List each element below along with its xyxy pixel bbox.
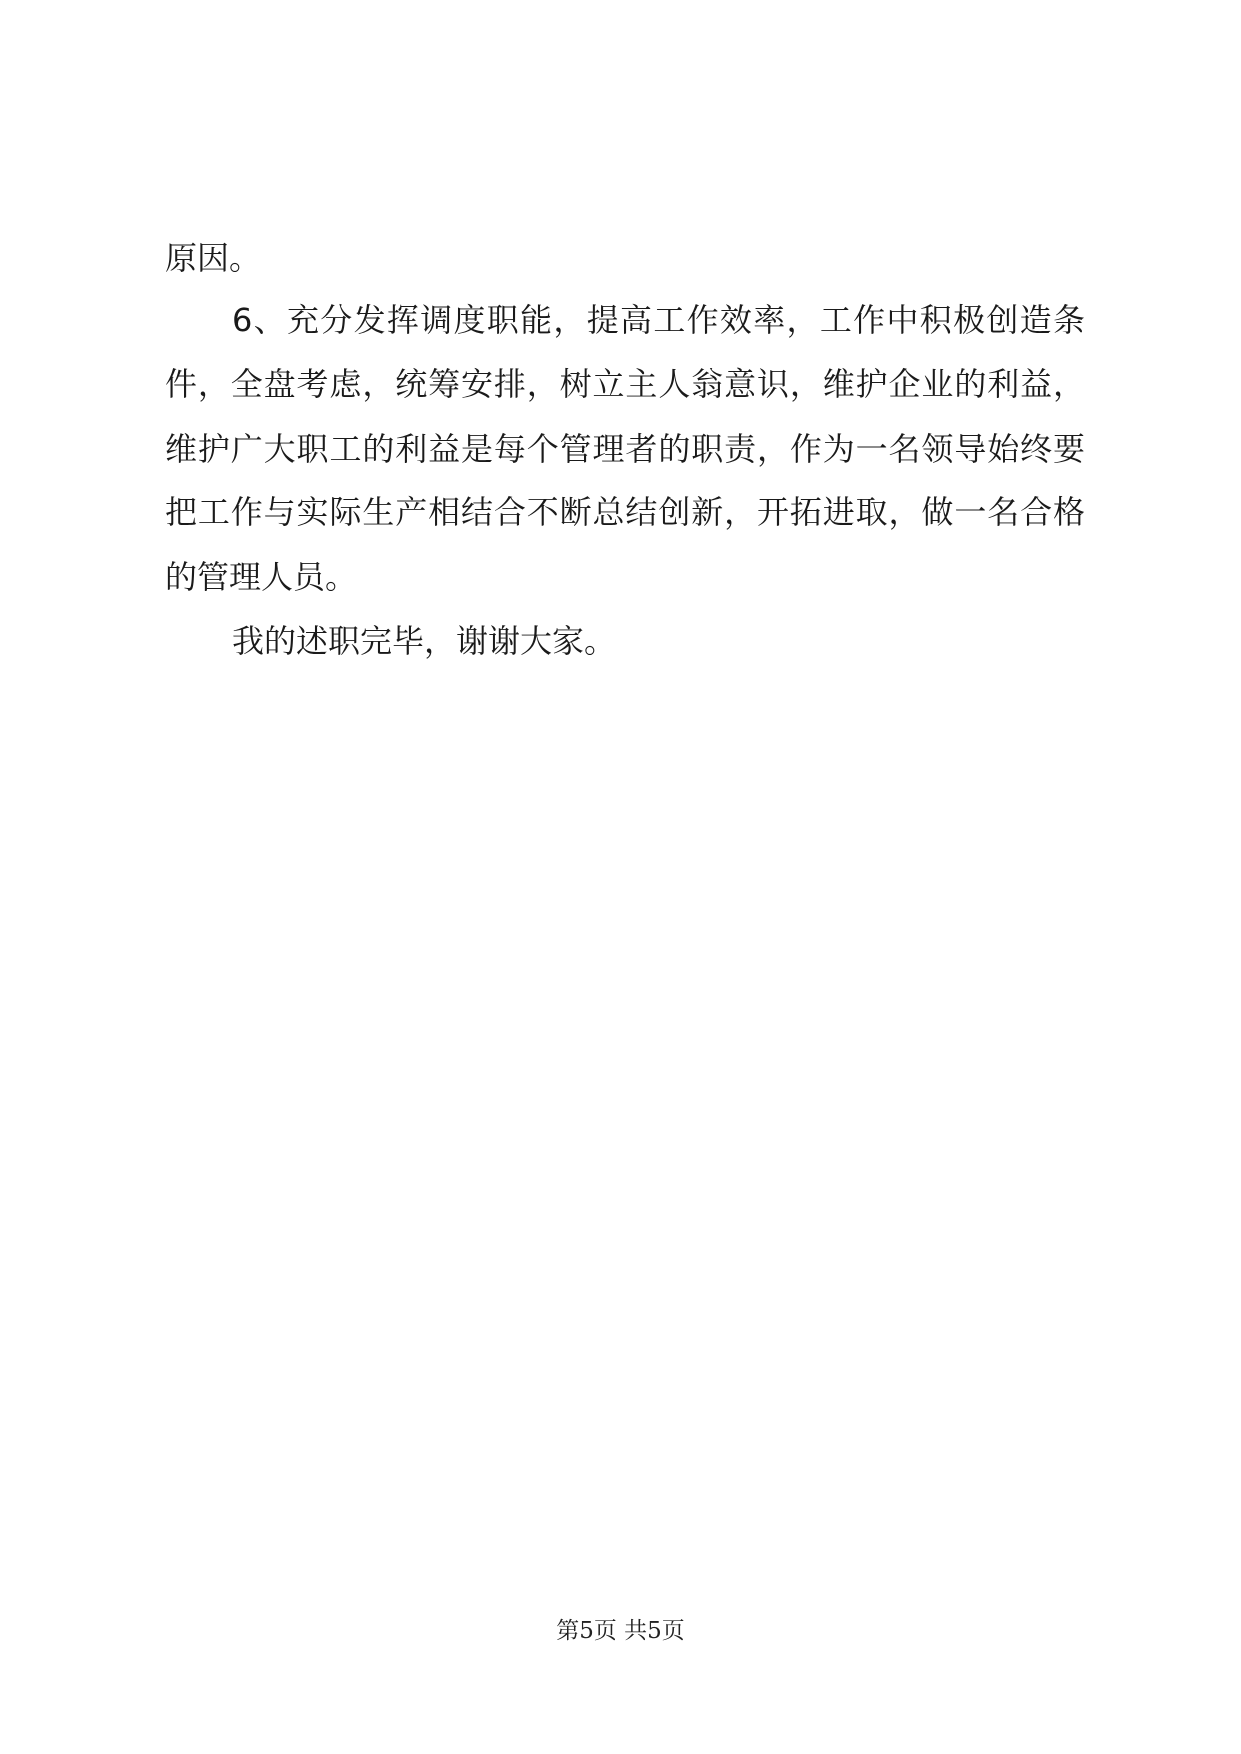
paragraph-line: 的管理人员。	[165, 558, 358, 596]
paragraph-line: 维护广大职工的利益是每个管理者的职责，作为一名领导始终要	[165, 430, 1085, 468]
paragraph-line: 件，全盘考虑，统筹安排，树立主人翁意识，维护企业的利益，	[165, 365, 1085, 403]
paragraph-line: 我的述职完毕，谢谢大家。	[232, 622, 617, 660]
paragraph-line: 原因。	[165, 239, 262, 277]
paragraph-line: 6、充分发挥调度职能，提高工作效率，工作中积极创造条	[232, 301, 1085, 339]
page-footer: 第5页 共5页	[556, 1618, 685, 1644]
paragraph-line: 把工作与实际生产相结合不断总结创新，开拓进取，做一名合格	[165, 493, 1085, 531]
